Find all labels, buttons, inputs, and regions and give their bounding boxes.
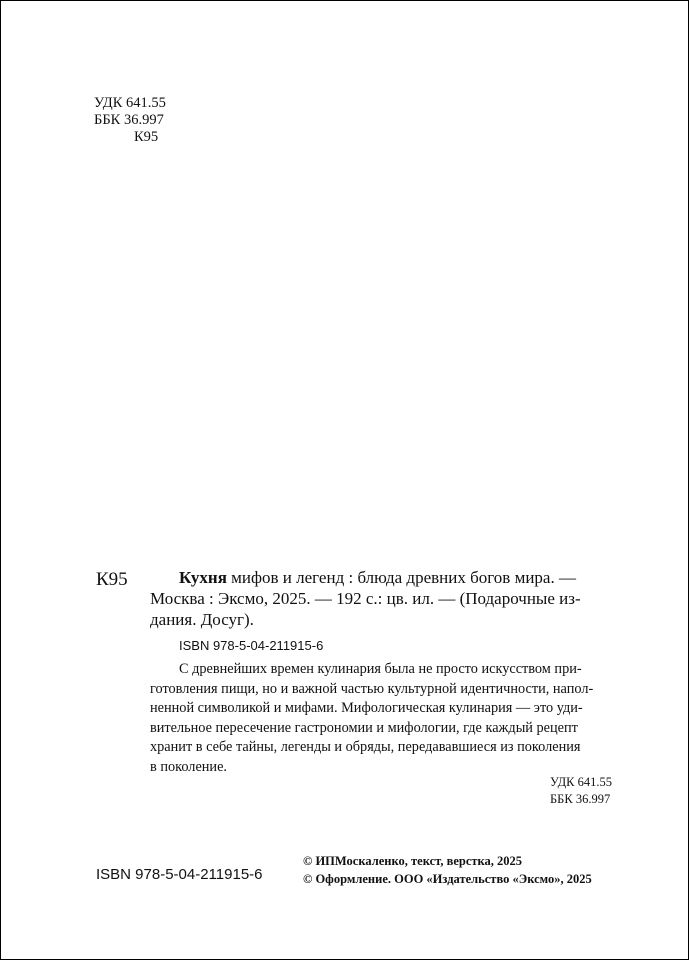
biblio-line-3: дания. Досуг). xyxy=(150,610,254,629)
bbk-code-bottom: ББК 36.997 xyxy=(550,792,611,806)
biblio-line-2: Москва : Эксмо, 2025. — 192 с.: цв. ил. — (Подарочные из- xyxy=(150,589,581,608)
annotation-line: С древнейших времен кулинария была не просто искусством при- xyxy=(179,661,582,677)
annotation-line: в поколение. xyxy=(150,758,228,775)
bbk-code: ББК 36.997 xyxy=(94,112,164,128)
annotation-paragraph xyxy=(150,660,620,777)
udk-code-bottom: УДК 641.55 xyxy=(550,775,612,789)
biblio-title-lead: Кухня xyxy=(179,568,227,587)
catalog-author-mark: К95 xyxy=(96,569,128,590)
udk-code: УДК 641.55 xyxy=(94,95,166,111)
annotation-line: ненной символикой и мифами. Мифологическая кулинария — это уди- xyxy=(150,700,583,716)
copyright-block xyxy=(303,852,592,888)
copyright-text: © ИПМоскаленко, текст, верстка, 2025 xyxy=(303,854,523,868)
annotation-line: вительное пересечение гастрономии и мифологии, где каждый рецепт xyxy=(150,719,578,736)
bibliographic-entry xyxy=(150,567,620,630)
annotation-line: готовления пищи, но и важной частью культурной идентичности, напол- xyxy=(150,680,594,697)
top-classification-codes xyxy=(94,95,166,146)
biblio-line-1 xyxy=(150,567,620,588)
isbn-inline: ISBN 978-5-04-211915-6 xyxy=(179,638,324,653)
biblio-line-1-rest: мифов и легенд : блюда древних богов мира. — xyxy=(231,568,576,587)
annotation-line: хранит в себе тайны, легенды и обряды, передававшиеся из поколения xyxy=(150,739,581,755)
isbn-bottom: ISBN 978-5-04-211915-6 xyxy=(96,866,263,883)
author-mark-code: К95 xyxy=(134,129,159,145)
bottom-classification-codes xyxy=(550,774,612,808)
copyright-design: © Оформление. ООО «Издательство «Эксмо», 2025 xyxy=(303,872,592,886)
